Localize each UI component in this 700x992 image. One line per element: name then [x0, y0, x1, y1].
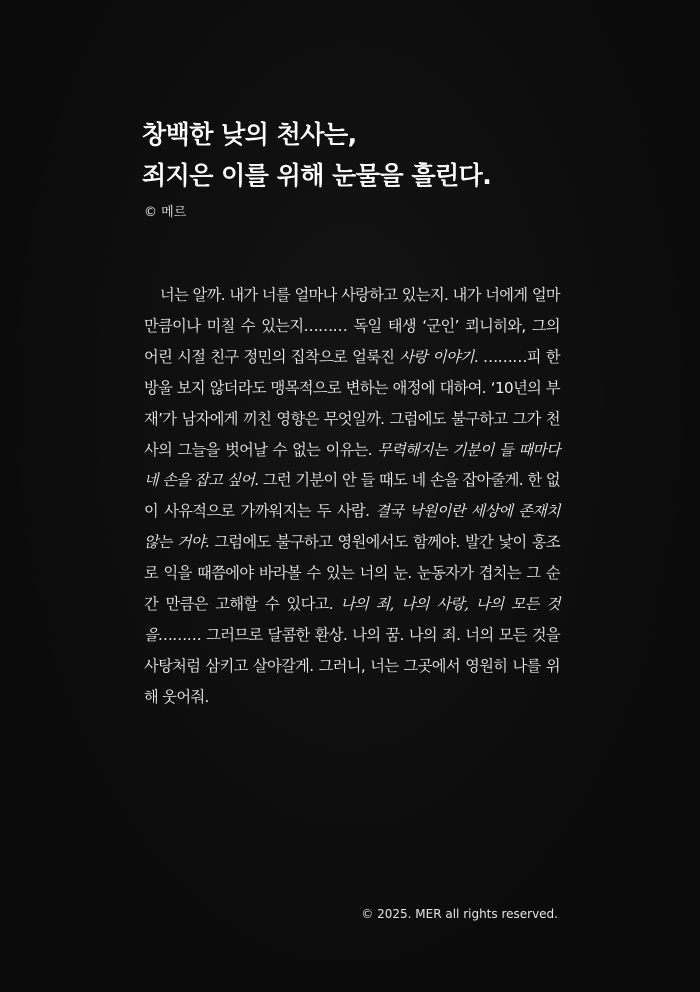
synopsis-text-1: 너는 알까. 내가 너를 얼마나 사랑하고 있는지. 내가 너에게 얼마만큼이나 미칠 수 있는지……… 독일 태생 ‘군인’ 쾨니히와, 그의 어린 시절 친구 정민의 집착으로 얼룩진: [144, 286, 560, 366]
synopsis-italic-4: 나의 죄, 나의 사랑, 나의 모든 것을………: [144, 595, 560, 644]
synopsis-text-5: 그러므로 달콤한 환상. 나의 꿈. 나의 죄. 너의 모든 것을 사탕처럼 삼키고 살아갈게. 그러니, 너는 그곳에서 영원히 나를 위해 웃어줘.: [144, 625, 560, 706]
synopsis-italic-1: 사랑 이야기.: [399, 347, 478, 366]
synopsis-italic-2: 무력해지는 기분이 들 때마다 네 손을 잡고 싶어.: [144, 440, 560, 490]
synopsis-text-3: 그런 기분이 안 들 때도 네 손을 잡아줄게. 한 없이 사유적으로 가까워지는 두 사람.: [144, 471, 560, 521]
author-credit: © 메르: [144, 205, 187, 220]
synopsis-italic-3: 결국 낙원이란 세상에 존재치 않는 거야.: [144, 502, 560, 552]
synopsis-text-2: ………피 한 방울 보지 않더라도 맹목적으로 변하는 애정에 대하여. ‘10년의 부재’가 남자에게 끼친 영향은 무엇일까. 그럼에도 불구하고 그가 천사의 그늘을 벗어날 수 없는 이유는.: [144, 347, 560, 459]
copyright-footer: © 2025. MER all rights reserved.: [361, 907, 558, 921]
title-line-2: 죄지은 이를 위해 눈물을 흘린다.: [142, 161, 492, 190]
synopsis-text-4: 그럼에도 불구하고 영원에서도 함께야. 발간 낯이 홍조로 익을 때쯤에야 바라볼 수 있는 너의 눈. 눈동자가 겹치는 그 순간 만큼은 고해할 수 있다고.: [144, 533, 561, 614]
synopsis-paragraph: [144, 280, 560, 713]
title-line-1: 창백한 낮의 천사는,: [142, 120, 357, 149]
page-title: [142, 114, 491, 196]
